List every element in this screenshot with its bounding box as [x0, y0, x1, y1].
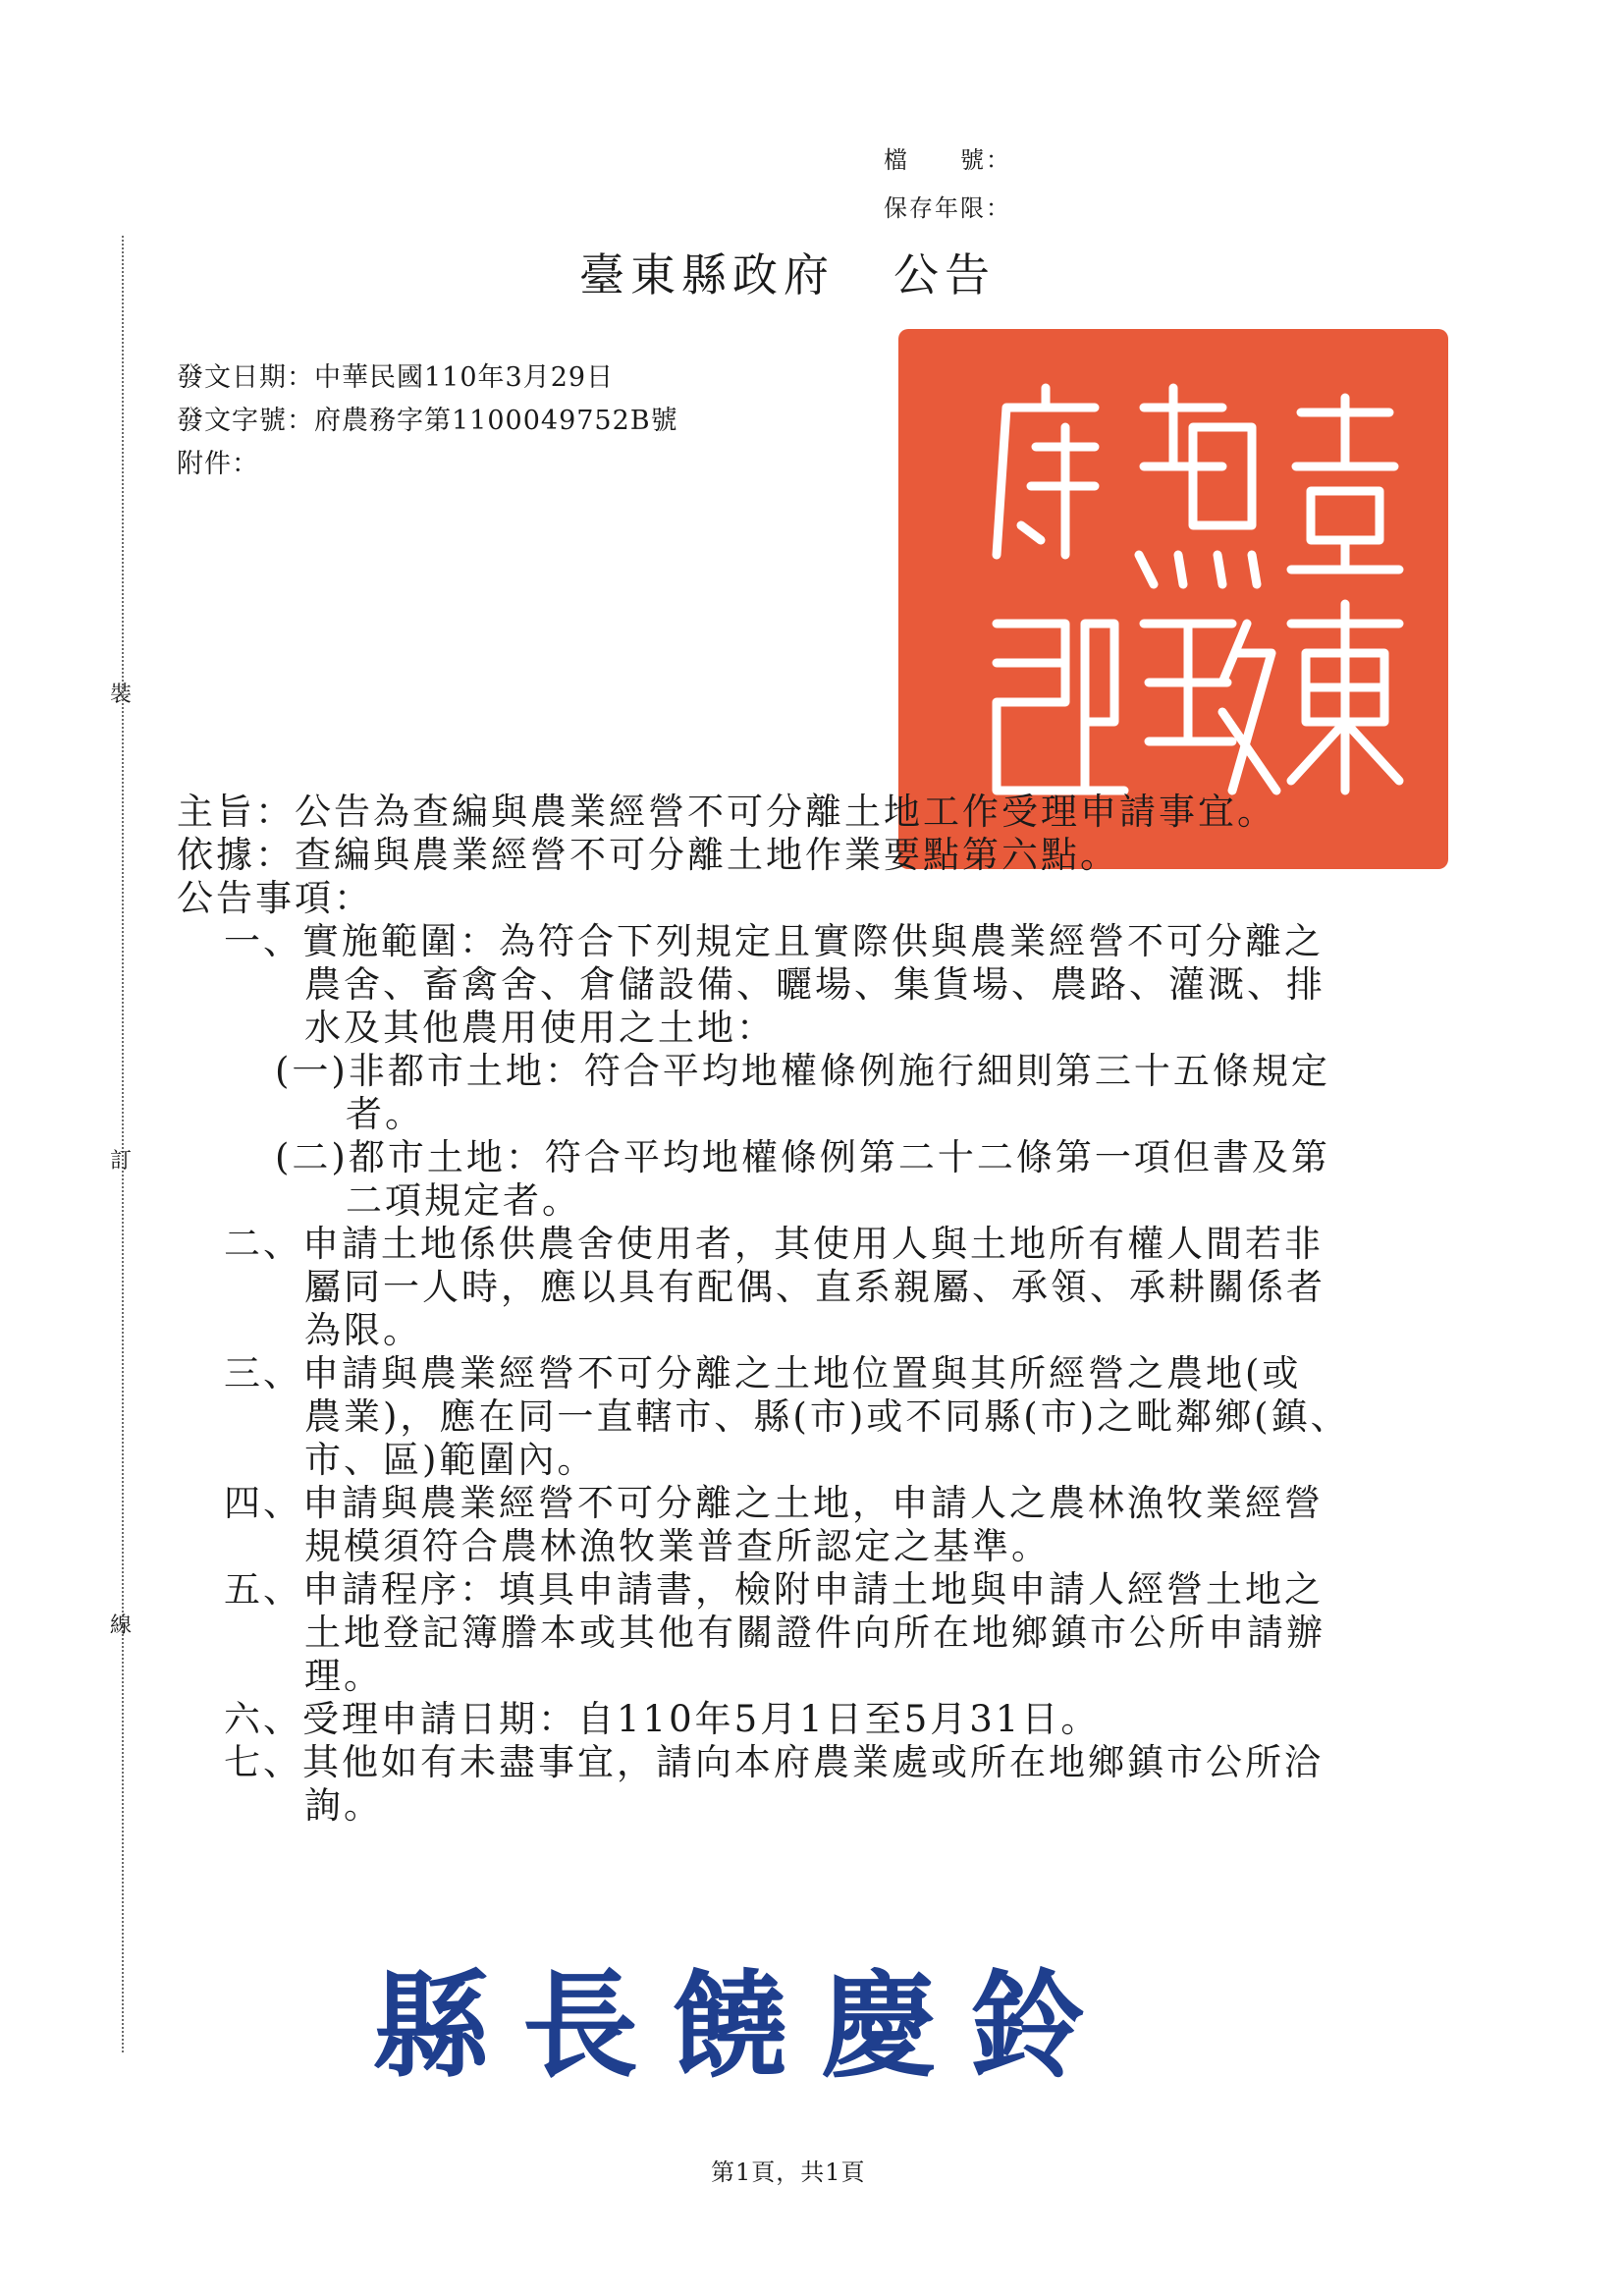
- seal-glyphs-icon: [898, 329, 1448, 869]
- basis-line: 依據：查編與農業經營不可分離土地作業要點第六點。: [177, 834, 1119, 876]
- issuer-name: 臺東縣政府: [579, 248, 835, 301]
- sub-item-2-line-1: (二)都市土地：符合平均地權條例第二十二條第一項但書及第: [275, 1136, 1330, 1178]
- retention-label: 保存年限：: [884, 194, 1011, 222]
- item-7-line-1: 七、其他如有未盡事宜，請向本府農業處或所在地鄉鎮市公所洽: [224, 1741, 1324, 1783]
- official-seal: [898, 329, 1448, 869]
- item-3-line-3: 市、區)範圍內。: [304, 1439, 597, 1481]
- sub-item-1-line-1: (一)非都市土地：符合平均地權條例施行細則第三十五條規定: [275, 1050, 1330, 1092]
- binding-mark-xian: 線: [110, 1613, 133, 1638]
- item-6-line-1: 六、受理申請日期：自110年5月1日至5月31日。: [224, 1698, 1101, 1740]
- document-title: [579, 240, 996, 304]
- item-2-line-3: 為限。: [304, 1309, 422, 1351]
- file-number-label: 檔 號：: [884, 146, 1011, 174]
- attachment-label: 附件：: [177, 449, 259, 479]
- item-3-line-2: 農業)，應在同一直轄市、縣(市)或不同縣(市)之毗鄰鄉(鎮、: [304, 1395, 1350, 1438]
- item-2-line-2: 屬同一人時，應以具有配偶、直系親屬、承領、承耕關係者: [304, 1266, 1325, 1308]
- item-1-line-3: 水及其他農用使用之土地：: [304, 1007, 776, 1049]
- magistrate-signature: 縣長饒慶鈴: [373, 1957, 1120, 2094]
- item-4-line-2: 規模須符合農林漁牧業普查所認定之基準。: [304, 1525, 1051, 1567]
- reference-number: 發文字號：府農務字第1100049752B號: [177, 406, 678, 436]
- item-1-line-2: 農舍、畜禽舍、倉儲設備、曬場、集貨場、農路、灌溉、排: [304, 963, 1325, 1006]
- sub-item-1-line-2: 者。: [346, 1093, 424, 1135]
- item-1-line-1: 一、實施範圍：為符合下列規定且實際供與農業經營不可分離之: [224, 920, 1324, 962]
- item-2-line-1: 二、申請土地係供農舍使用者，其使用人與土地所有權人間若非: [224, 1223, 1324, 1265]
- subject-line: 主旨：公告為查編與農業經營不可分離土地工作受理申請事宜。: [177, 791, 1276, 833]
- item-5-line-3: 理。: [304, 1655, 383, 1697]
- binding-mark-ding: 訂: [110, 1149, 133, 1174]
- item-7-line-2: 詢。: [304, 1784, 383, 1827]
- issue-date: 發文日期：中華民國110年3月29日: [177, 362, 615, 393]
- document-type: 公告: [893, 248, 996, 301]
- binding-mark-zhuang: 裝: [110, 683, 133, 707]
- sub-item-2-line-2: 二項規定者。: [346, 1179, 581, 1222]
- item-3-line-1: 三、申請與農業經營不可分離之土地位置與其所經營之農地(或: [224, 1352, 1302, 1394]
- item-5-line-2: 土地登記簿謄本或其他有關證件向所在地鄉鎮市公所申請辦: [304, 1612, 1325, 1654]
- page-number: 第1頁，共1頁: [711, 2159, 866, 2186]
- items-heading: 公告事項：: [177, 877, 373, 919]
- item-5-line-1: 五、申請程序：填具申請書，檢附申請土地與申請人經營土地之: [224, 1568, 1324, 1611]
- item-4-line-1: 四、申請與農業經營不可分離之土地，申請人之農林漁牧業經營: [224, 1482, 1324, 1524]
